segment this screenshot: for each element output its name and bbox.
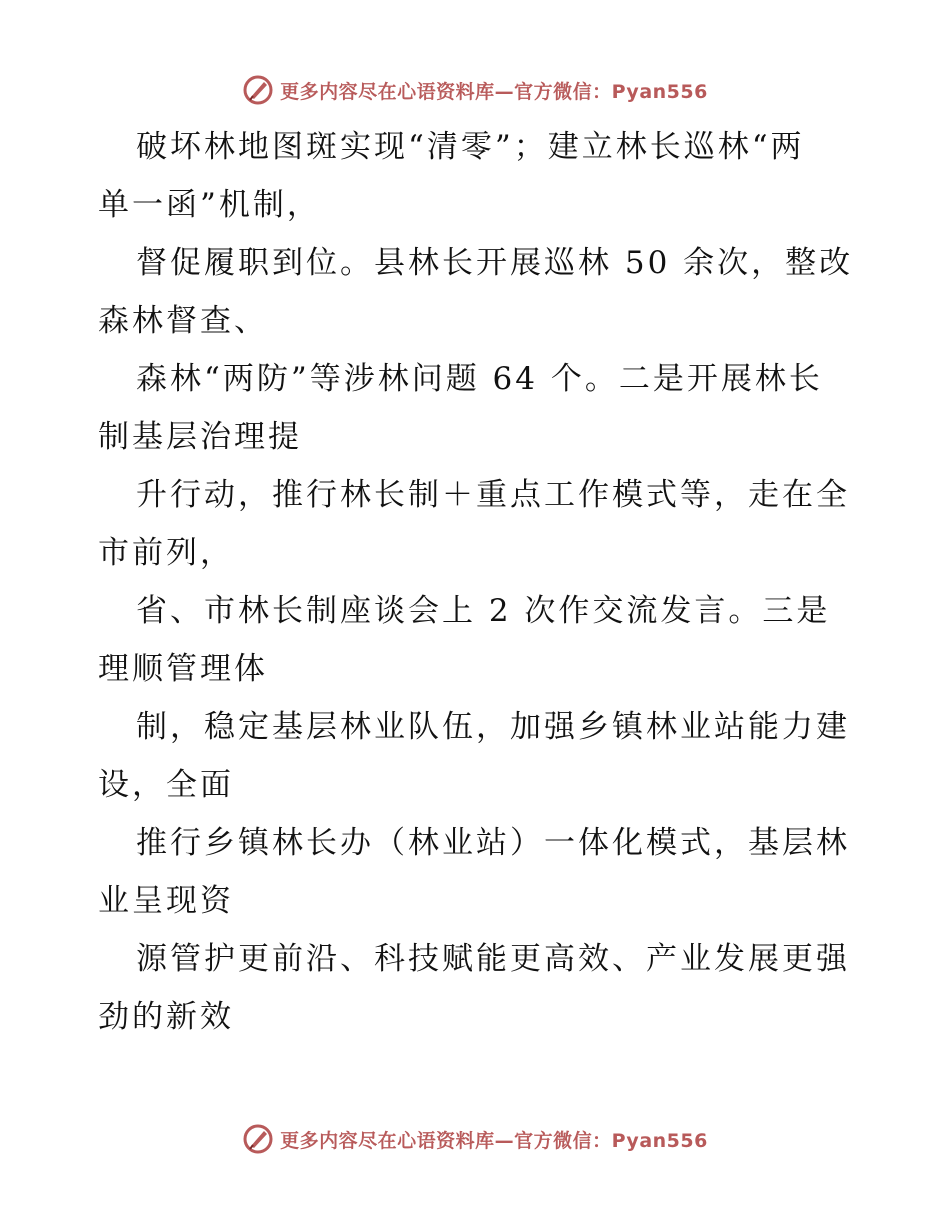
text-line: 推行乡镇林长办（林业站）一体化模式，基层林 (136, 825, 850, 861)
text-line: 省、市林长制座谈会上 2 次作交流发言。三是 (136, 593, 831, 629)
text-line: 制基层治理提 (98, 419, 302, 455)
text-line: 市前列， (98, 535, 234, 571)
text-line: 森林“两防”等涉林问题 64 个。二是开展林长 (136, 361, 823, 397)
text-line: 业呈现资 (98, 883, 234, 919)
text-line: 森林督查、 (98, 303, 268, 339)
footer-watermark (0, 1119, 950, 1159)
text-line: 单一函”机制， (98, 187, 321, 223)
text-line: 源管护更前沿、科技赋能更高效、产业发展更强 (136, 941, 850, 977)
text-line: 破坏林地图斑实现“清零”；建立林长巡林“两 (136, 129, 805, 165)
text-line: 制，稳定基层林业队伍，加强乡镇林业站能力建 (136, 709, 850, 745)
watermark-text: 更多内容尽在心语资料库—官方微信：Pyan556 (280, 80, 708, 103)
quill-pen-logo-icon (242, 1123, 274, 1155)
text-line: 劲的新效 (98, 999, 234, 1035)
header-watermark (0, 70, 950, 110)
document-body (98, 118, 858, 1046)
text-line: 理顺管理体 (98, 651, 268, 687)
watermark-text: 更多内容尽在心语资料库—官方微信：Pyan556 (280, 1129, 708, 1152)
quill-pen-logo-icon (242, 74, 274, 106)
text-line: 升行动，推行林长制＋重点工作模式等，走在全 (136, 477, 850, 513)
text-line: 督促履职到位。县林长开展巡林 50 余次，整改 (136, 245, 854, 281)
text-line: 设，全面 (98, 767, 234, 803)
